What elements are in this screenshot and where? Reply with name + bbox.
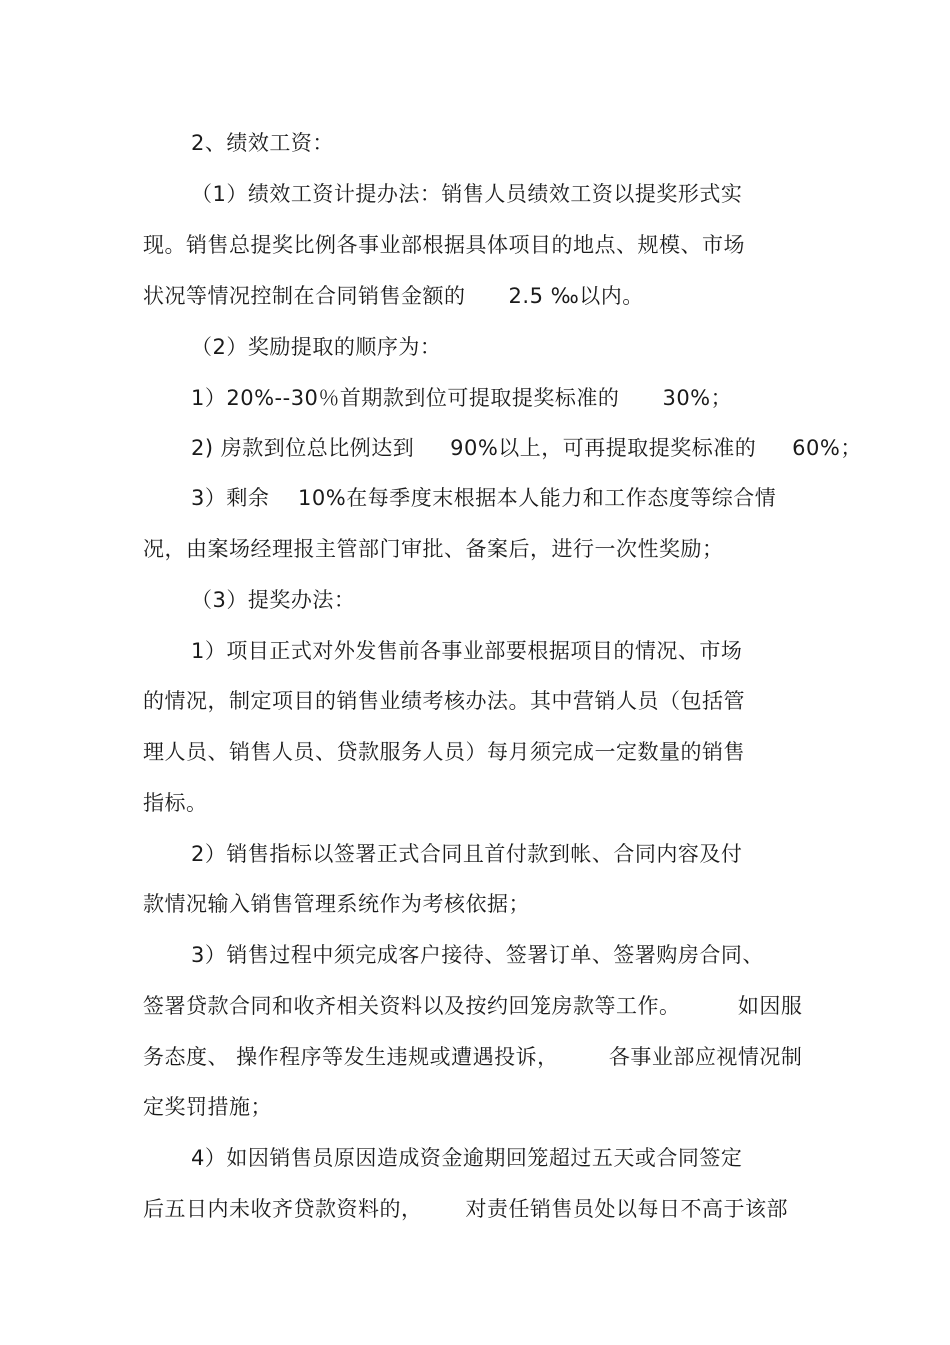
paragraph-line: 4）如因销售员原因造成资金逾期回笼超过五天或合同签定 [191, 1146, 743, 1170]
paragraph-line: 况，由案场经理报主管部门审批、备案后，进行一次性奖励； [143, 537, 724, 561]
paragraph-line: 状况等情况控制在合同销售金额的 2.5 ‰以内。 [143, 284, 644, 308]
paragraph-line: 3）剩余 10%在每季度末根据本人能力和工作态度等综合情 [191, 486, 777, 510]
paragraph-line: 后五日内未收齐贷款资料的， 对责任销售员处以每日不高于该部 [143, 1197, 789, 1221]
paragraph-line: 2）销售指标以签署正式合同且首付款到帐、合同内容及付 [191, 842, 743, 866]
paragraph-line: 签署贷款合同和收齐相关资料以及按约回笼房款等工作。 如因服 [143, 994, 803, 1018]
paragraph-line: 1）20%--30％首期款到位可提取提奖标准的 30%； [191, 386, 733, 410]
paragraph-line: 理人员、销售人员、贷款服务人员）每月须完成一定数量的销售 [143, 740, 745, 764]
paragraph-line: 1）项目正式对外发售前各事业部要根据项目的情况、市场 [191, 639, 743, 663]
paragraph-line: 款情况输入销售管理系统作为考核依据； [143, 892, 530, 916]
paragraph-line: 务态度、 操作程序等发生违规或遭遇投诉， 各事业部应视情况制 [143, 1045, 803, 1069]
paragraph-line: 2) 房款到位总比例达到 90%以上，可再提取提奖标准的 60%； [191, 436, 862, 460]
paragraph-line: （1）绩效工资计提办法：销售人员绩效工资以提奖形式实 [191, 182, 743, 206]
paragraph-line: （3）提奖办法： [191, 588, 356, 612]
paragraph-line: （2）奖励提取的顺序为： [191, 335, 442, 359]
paragraph-line: 3）销售过程中须完成客户接待、签署订单、签署购房合同、 [191, 943, 764, 967]
paragraph-line: 现。销售总提奖比例各事业部根据具体项目的地点、规模、市场 [143, 233, 745, 257]
paragraph-line: 定奖罚措施； [143, 1095, 272, 1119]
paragraph-line: 指标。 [143, 791, 208, 815]
paragraph-line: 的情况，制定项目的销售业绩考核办法。其中营销人员（包括管 [143, 689, 745, 713]
section-heading: 2、绩效工资： [191, 131, 334, 155]
